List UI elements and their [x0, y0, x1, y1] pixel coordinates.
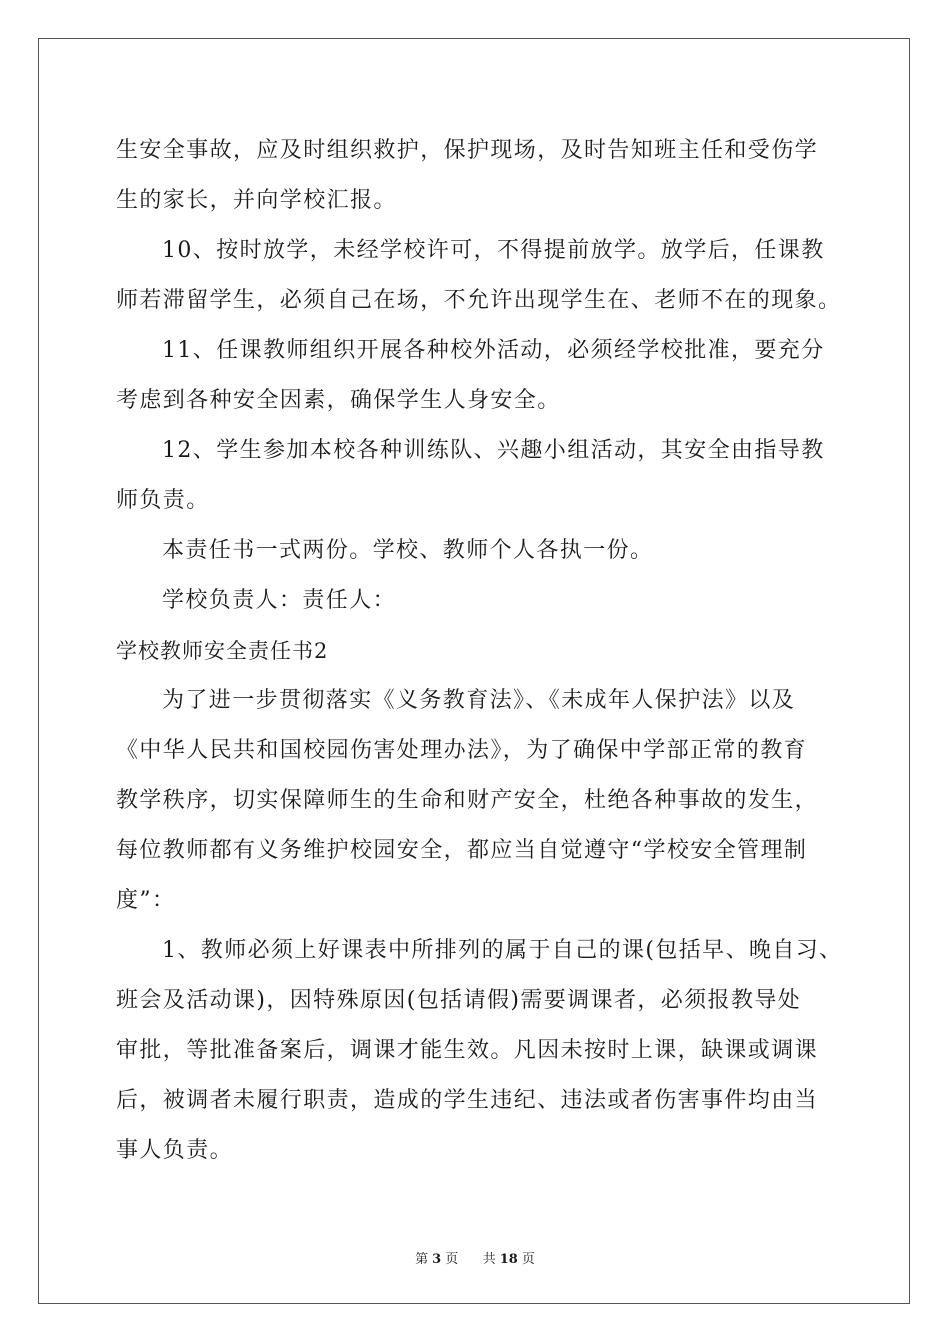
- section-heading: 学校教师安全责任书2: [116, 639, 329, 663]
- paragraph-item-12: 12、学生参加本校各种训练队、兴趣小组活动，其安全由指导教: [162, 438, 825, 463]
- text-line: 审批，等批准备案后，调课才能生效。凡因未按时上课，缺课或调课: [116, 1038, 819, 1063]
- text-line: 生的家长，并向学校汇报。: [116, 188, 397, 213]
- page-footer: [0, 1248, 950, 1267]
- page-number: 第 3 页: [415, 1252, 459, 1267]
- text-line: 班会及活动课)，因特殊原因(包括请假)需要调课者，必须报教导处: [116, 988, 802, 1013]
- page-total: 共 18 页: [482, 1252, 535, 1267]
- paragraph-item-1: 1、教师必须上好课表中所排列的属于自己的课(包括早、晚自习、: [162, 938, 843, 963]
- text-line: 事人负责。: [116, 1138, 234, 1163]
- text-line: 《中华人民共和国校园伤害处理办法》，为了确保中学部正常的教育: [116, 738, 808, 763]
- closing-note: 本责任书一式两份。学校、教师个人各执一份。: [162, 538, 654, 563]
- intro-paragraph: 为了进一步贯彻落实《义务教育法》、《未成年人保护法》以及: [162, 688, 796, 713]
- text-line: 度”：: [116, 888, 176, 913]
- paragraph-item-10: 10、按时放学，未经学校许可，不得提前放学。放学后，任课教: [162, 238, 825, 263]
- document-body: [116, 126, 843, 1176]
- text-line: 每位教师都有义务维护校园安全，都应当自觉遵守“学校安全管理制: [116, 838, 808, 863]
- text-line: 后，被调者未履行职责，造成的学生违纪、违法或者伤害事件均由当: [116, 1088, 819, 1113]
- text-line: 师负责。: [116, 488, 210, 513]
- paragraph-item-11: 11、任课教师组织开展各种校外活动，必须经学校批准，要充分: [162, 338, 825, 363]
- text-line: 生安全事故，应及时组织救护，保护现场，及时告知班主任和受伤学: [116, 138, 819, 163]
- text-line: 师若滞留学生，必须自己在场，不允许出现学生在、老师不在的现象。: [116, 288, 842, 313]
- text-line: 考虑到各种安全因素，确保学生人身安全。: [116, 388, 561, 413]
- text-line: 教学秩序，切实保障师生的生命和财产安全，杜绝各种事故的发生，: [116, 788, 819, 813]
- signature-line: 学校负责人：责任人：: [162, 588, 397, 613]
